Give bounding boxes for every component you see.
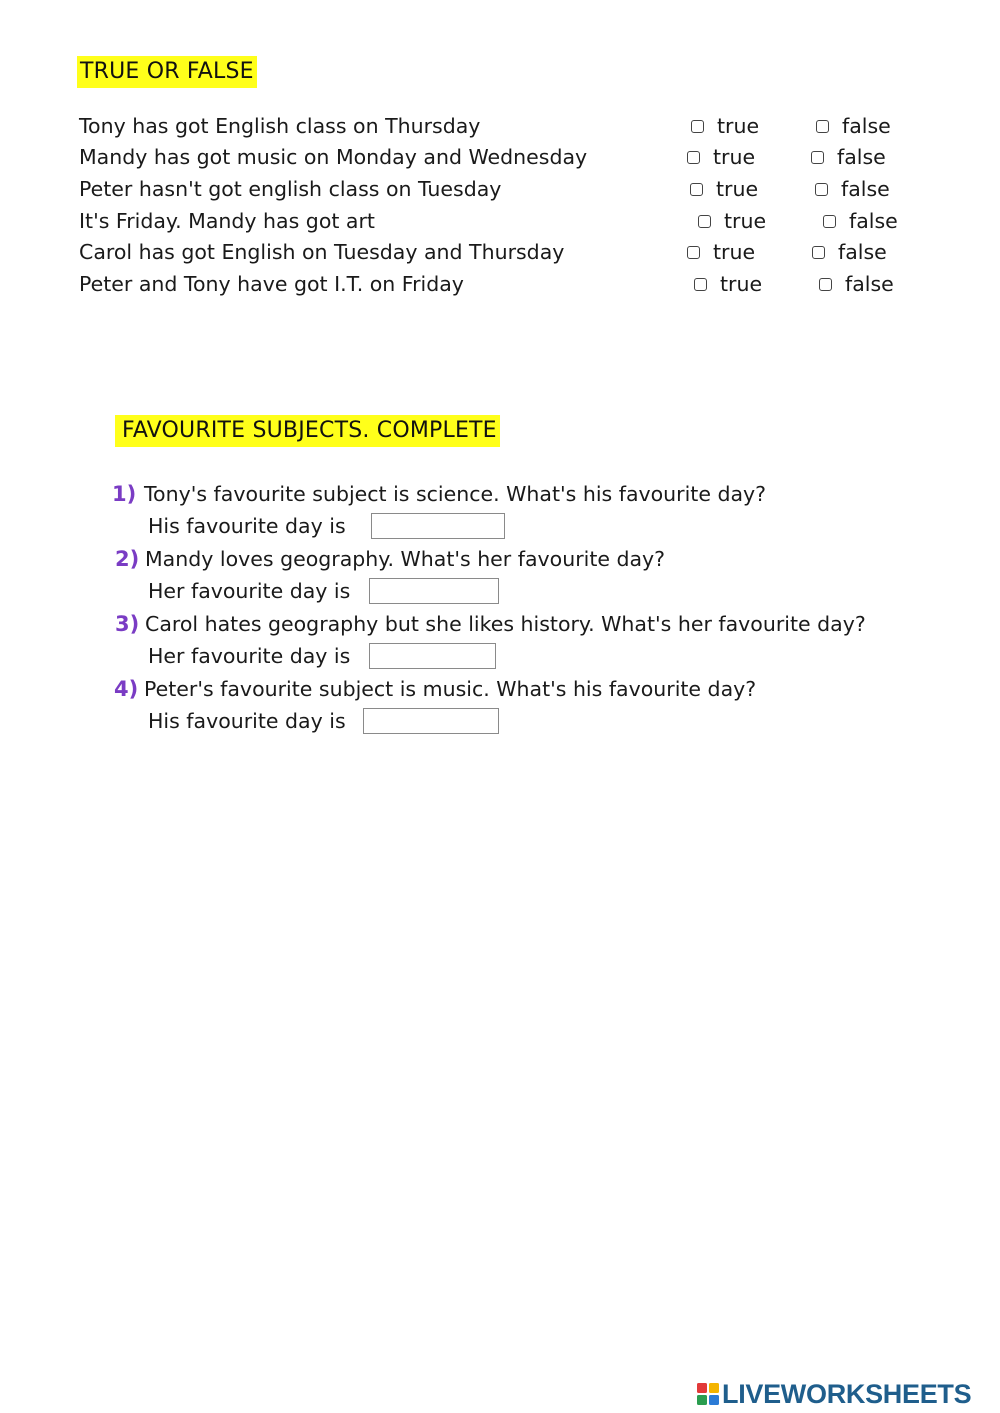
statement-text: Carol has got English on Tuesday and Thursday xyxy=(79,240,565,264)
question-number: 1) xyxy=(112,482,137,506)
true-option[interactable] xyxy=(694,269,762,299)
false-option[interactable] xyxy=(816,111,891,141)
favourite-subjects-heading: FAVOURITE SUBJECTS. COMPLETE xyxy=(115,415,500,447)
statement-text: Peter and Tony have got I.T. on Friday xyxy=(79,272,464,296)
true-false-row xyxy=(0,269,1000,299)
false-option[interactable] xyxy=(812,237,887,267)
answer-prompt: His favourite day is xyxy=(148,709,346,733)
true-checkbox[interactable] xyxy=(687,151,700,164)
question-row xyxy=(0,674,1000,704)
true-checkbox[interactable] xyxy=(687,246,700,259)
answer-prompt: His favourite day is xyxy=(148,514,346,538)
question-number: 2) xyxy=(115,547,140,571)
answer-input[interactable] xyxy=(371,513,505,539)
answer-input[interactable] xyxy=(363,708,499,734)
false-label: false xyxy=(842,114,891,138)
false-label: false xyxy=(841,177,890,201)
false-option[interactable] xyxy=(819,269,894,299)
true-label: true xyxy=(713,240,756,264)
false-option[interactable] xyxy=(823,206,898,236)
question-text: Tony's favourite subject is science. What's his favourite day? xyxy=(144,482,767,506)
statement-text: It's Friday. Mandy has got art xyxy=(79,209,375,233)
true-false-row xyxy=(0,206,1000,236)
answer-input[interactable] xyxy=(369,643,496,669)
answer-prompt: Her favourite day is xyxy=(148,579,351,603)
question-text: Peter's favourite subject is music. What's his favourite day? xyxy=(144,677,757,701)
statement-text: Mandy has got music on Monday and Wednesday xyxy=(79,145,588,169)
false-label: false xyxy=(837,145,886,169)
true-false-row xyxy=(0,174,1000,204)
false-option[interactable] xyxy=(811,142,886,172)
false-checkbox[interactable] xyxy=(811,151,824,164)
true-false-row xyxy=(0,111,1000,141)
true-checkbox[interactable] xyxy=(694,278,707,291)
true-checkbox[interactable] xyxy=(691,120,704,133)
true-option[interactable] xyxy=(690,174,758,204)
true-false-row xyxy=(0,237,1000,267)
true-label: true xyxy=(724,209,767,233)
question-number: 3) xyxy=(115,612,140,636)
statement-text: Tony has got English class on Thursday xyxy=(79,114,481,138)
true-checkbox[interactable] xyxy=(690,183,703,196)
question-row xyxy=(0,609,1000,639)
question-text: Mandy loves geography. What's her favourite day? xyxy=(145,547,666,571)
answer-input[interactable] xyxy=(369,578,499,604)
question-text: Carol hates geography but she likes history. What's her favourite day? xyxy=(145,612,866,636)
false-checkbox[interactable] xyxy=(823,215,836,228)
false-checkbox[interactable] xyxy=(816,120,829,133)
true-checkbox[interactable] xyxy=(698,215,711,228)
question-row xyxy=(0,544,1000,574)
brand-name: LIVEWORKSHEETS xyxy=(722,1378,972,1409)
liveworksheets-logo-icon xyxy=(697,1383,719,1405)
true-label: true xyxy=(720,272,763,296)
false-checkbox[interactable] xyxy=(819,278,832,291)
false-checkbox[interactable] xyxy=(815,183,828,196)
false-label: false xyxy=(849,209,898,233)
true-label: true xyxy=(717,114,760,138)
answer-prompt: Her favourite day is xyxy=(148,644,351,668)
true-label: true xyxy=(716,177,759,201)
false-label: false xyxy=(845,272,894,296)
liveworksheets-brand xyxy=(697,1378,971,1410)
statement-text: Peter hasn't got english class on Tuesday xyxy=(79,177,502,201)
question-number: 4) xyxy=(114,677,139,701)
false-label: false xyxy=(838,240,887,264)
true-label: true xyxy=(713,145,756,169)
true-option[interactable] xyxy=(687,142,755,172)
false-checkbox[interactable] xyxy=(812,246,825,259)
true-or-false-heading: TRUE OR FALSE xyxy=(77,56,257,88)
true-option[interactable] xyxy=(691,111,759,141)
false-option[interactable] xyxy=(815,174,890,204)
true-option[interactable] xyxy=(698,206,766,236)
question-row xyxy=(0,479,1000,509)
true-option[interactable] xyxy=(687,237,755,267)
true-false-row xyxy=(0,142,1000,172)
